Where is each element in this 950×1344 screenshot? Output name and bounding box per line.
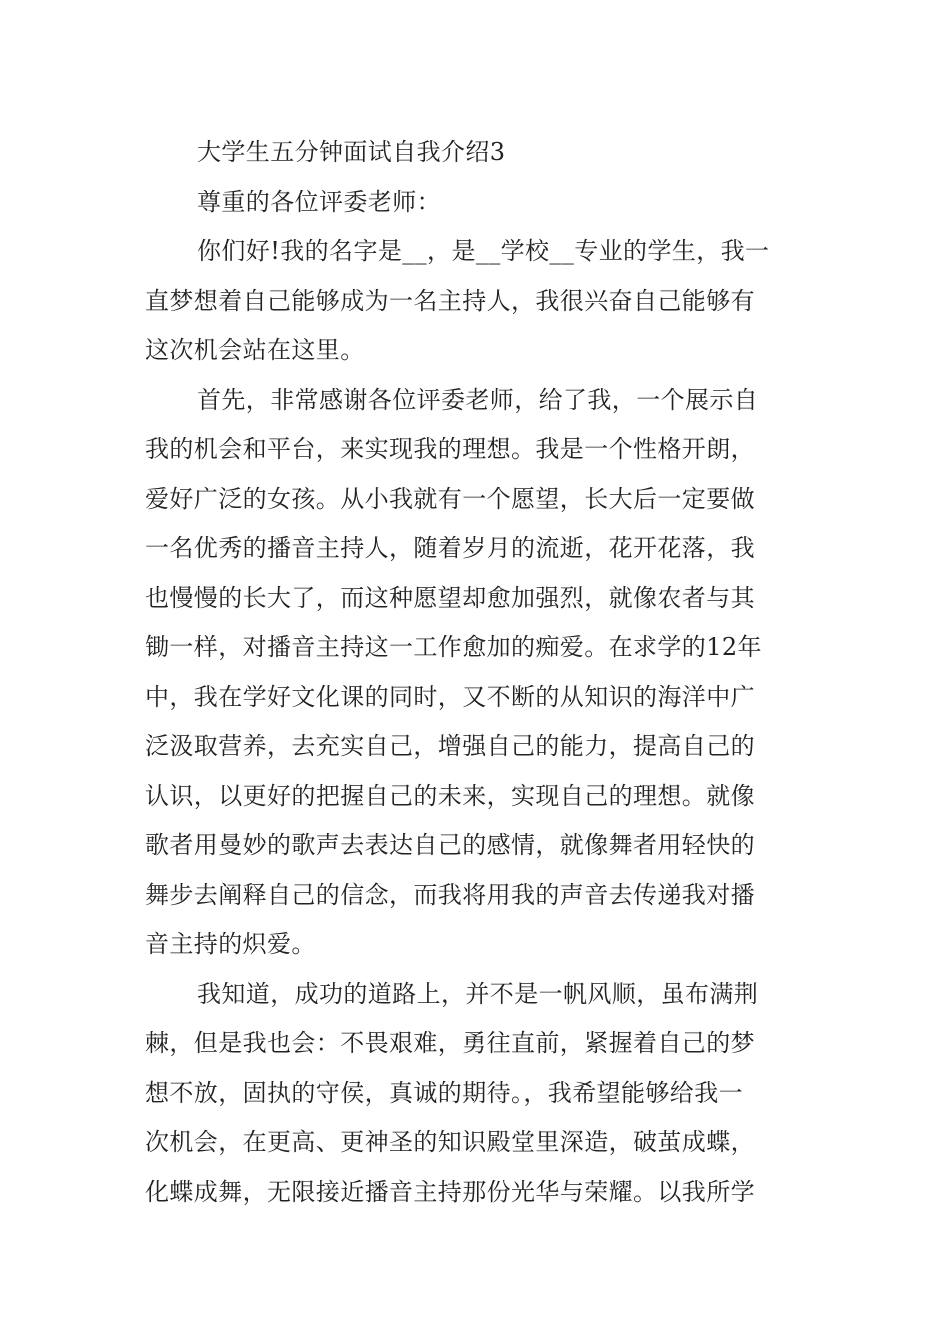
paragraph-line: 锄一样，对播音主持这一工作愈加的痴爱。在求学的12年 xyxy=(145,633,762,661)
paragraph-line: 歌者用曼妙的歌声去表达自己的感情，就像舞者用轻快的 xyxy=(145,831,755,859)
paragraph-line: 你们好!我的名字是__，是__学校__专业的学生，我一 xyxy=(197,237,770,265)
paragraph-line: 音主持的炽爱。 xyxy=(145,930,316,958)
paragraph-line: 认识，以更好的把握自己的未来，实现自己的理想。就像 xyxy=(145,781,755,810)
paragraph-line: 一名优秀的播音主持人，随着岁月的流逝，花开花落，我 xyxy=(145,534,755,562)
paragraph-line: 爱好广泛的女孩。从小我就有一个愿望，长大后一定要做 xyxy=(145,484,755,513)
paragraph-line: 次机会，在更高、更神圣的知识殿堂里深造，破茧成蝶， xyxy=(145,1128,755,1156)
paragraph-2 xyxy=(145,376,807,970)
paragraph-3 xyxy=(145,970,807,1218)
paragraph-line: 直梦想着自己能够成为一名主持人，我很兴奋自己能够有 xyxy=(145,286,755,315)
paragraph-line: 中，我在学好文化课的同时，又不断的从知识的海洋中广 xyxy=(145,682,755,711)
paragraph-line: 首先，非常感谢各位评委老师，给了我，一个展示自 xyxy=(197,385,759,414)
paragraph-line: 泛汲取营养，去充实自己，增强自己的能力，提高自己的 xyxy=(145,732,755,760)
paragraph-line: 我的机会和平台，来实现我的理想。我是一个性格开朗， xyxy=(145,435,755,463)
paragraph-line: 舞步去阐释自己的信念，而我将用我的声音去传递我对播 xyxy=(145,880,755,909)
paragraph-line: 棘，但是我也会：不畏艰难，勇往直前，紧握着自己的梦 xyxy=(145,1029,755,1057)
document-title: 大学生五分钟面试自我介绍3 xyxy=(197,138,506,166)
greeting: 尊重的各位评委老师： xyxy=(197,187,441,216)
paragraph-line: 这次机会站在这里。 xyxy=(145,336,365,364)
document-body xyxy=(145,128,807,1217)
paragraph-line: 也慢慢的长大了，而这种愿望却愈加强烈，就像农者与其 xyxy=(145,583,755,612)
paragraph-line: 我知道，成功的道路上，并不是一帆风顺，虽布满荆 xyxy=(197,979,759,1008)
paragraph-line: 想不放，固执的守侯，真诚的期待。，我希望能够给我一 xyxy=(145,1078,743,1107)
paragraph-1 xyxy=(145,227,807,376)
paragraph-line: 化蝶成舞，无限接近播音主持那份光华与荣耀。以我所学 xyxy=(145,1177,755,1206)
